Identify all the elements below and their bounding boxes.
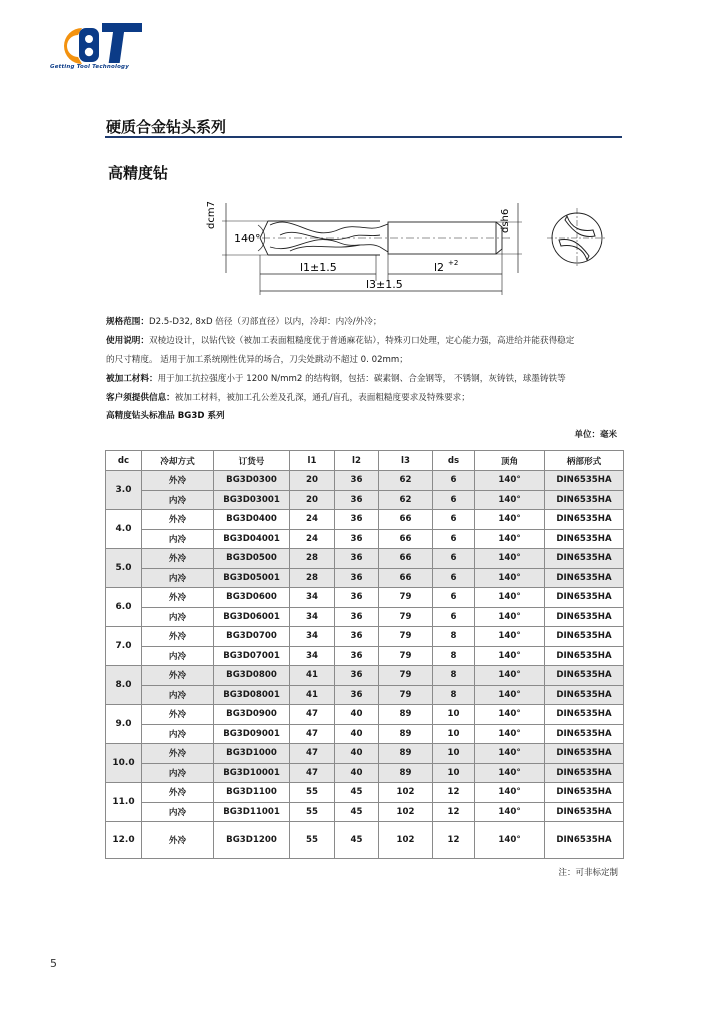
standard-series-label: 高精度钻头标准品 BG3D 系列 (106, 411, 225, 421)
table-cell: 6 (433, 529, 475, 549)
table-cell: 55 (290, 802, 335, 822)
table-cell: 140° (475, 802, 545, 822)
table-cell: 36 (335, 685, 379, 705)
dc-cell: 10.0 (106, 744, 142, 783)
table-cell: DIN6535HA (545, 685, 624, 705)
table-cell: 140° (475, 646, 545, 666)
table-cell: 47 (290, 744, 335, 764)
table-cell: BG3D0600 (214, 588, 290, 608)
dc-cell: 7.0 (106, 627, 142, 666)
table-cell: 140° (475, 627, 545, 647)
spec-range-text: D2.5-D32, 8xD 倍径（刃部直径）以内，冷却：内冷/外冷； (148, 317, 382, 327)
table-cell: 140° (475, 529, 545, 549)
table-cell: 12 (433, 802, 475, 822)
table-cell: 79 (379, 646, 433, 666)
dc-dimension-label: dcm7 (206, 201, 217, 229)
customer-text: 被加工材料，被加工孔公差及孔深，通孔/盲孔，表面粗糙度要求及特殊要求； (174, 393, 470, 403)
table-row (106, 490, 624, 510)
usage-instructions-cont (106, 353, 408, 365)
table-cell: 外冷 (142, 744, 214, 764)
table-cell: 外冷 (142, 510, 214, 530)
logo-tagline: Getting Tool Technology (50, 64, 129, 70)
table-cell: 6 (433, 607, 475, 627)
table-cell: 41 (290, 685, 335, 705)
table-cell: 20 (290, 471, 335, 491)
spec-range (106, 315, 381, 327)
table-cell: 6 (433, 490, 475, 510)
table-cell: BG3D11001 (214, 802, 290, 822)
table-cell: BG3D06001 (214, 607, 290, 627)
table-cell: DIN6535HA (545, 549, 624, 569)
table-cell: 40 (335, 763, 379, 783)
table-cell: 10 (433, 763, 475, 783)
table-cell: 45 (335, 822, 379, 859)
table-row (106, 568, 624, 588)
table-cell: 6 (433, 588, 475, 608)
table-cell: BG3D0400 (214, 510, 290, 530)
table-row (106, 783, 624, 803)
table-cell: 36 (335, 588, 379, 608)
table-cell: 140° (475, 510, 545, 530)
usage-label: 使用说明： (106, 336, 149, 346)
customer-label: 客户须提供信息： (106, 393, 175, 403)
section-title: 硬质合金钻头系列 (106, 118, 227, 136)
workpiece-material (106, 372, 566, 384)
table-cell: 内冷 (142, 490, 214, 510)
table-row (106, 646, 624, 666)
table-cell: DIN6535HA (545, 783, 624, 803)
table-cell: 66 (379, 549, 433, 569)
table-cell: 79 (379, 588, 433, 608)
table-cell: 140° (475, 588, 545, 608)
l2-dimension-label: l2 (434, 261, 445, 274)
table-cell: 140° (475, 666, 545, 686)
table-cell: BG3D10001 (214, 763, 290, 783)
table-cell: 12 (433, 783, 475, 803)
table-cell: 外冷 (142, 627, 214, 647)
table-cell: BG3D07001 (214, 646, 290, 666)
table-cell: 102 (379, 783, 433, 803)
table-cell: 36 (335, 666, 379, 686)
ds-dimension-label: dsh6 (500, 208, 511, 233)
table-cell: BG3D05001 (214, 568, 290, 588)
table-cell: 20 (290, 490, 335, 510)
table-cell: 36 (335, 490, 379, 510)
table-cell: 6 (433, 568, 475, 588)
table-cell: DIN6535HA (545, 724, 624, 744)
table-row (106, 471, 624, 491)
table-cell: 140° (475, 822, 545, 859)
table-cell: DIN6535HA (545, 471, 624, 491)
standard-series (106, 409, 225, 421)
table-cell: 102 (379, 822, 433, 859)
table-cell: 36 (335, 529, 379, 549)
l1-dimension-label: l1±1.5 (300, 261, 337, 274)
table-cell: 34 (290, 607, 335, 627)
table-cell: 6 (433, 510, 475, 530)
table-cell: 6 (433, 471, 475, 491)
table-cell: DIN6535HA (545, 822, 624, 859)
table-cell: 36 (335, 549, 379, 569)
table-cell: 79 (379, 666, 433, 686)
table-cell: 47 (290, 724, 335, 744)
table-cell: 102 (379, 802, 433, 822)
col-header: l1 (290, 451, 335, 471)
tip-angle-label: 140° (234, 232, 261, 245)
dc-cell: 5.0 (106, 549, 142, 588)
table-cell: 内冷 (142, 724, 214, 744)
table-cell: BG3D1000 (214, 744, 290, 764)
table-cell: 89 (379, 763, 433, 783)
table-cell: DIN6535HA (545, 744, 624, 764)
table-cell: 36 (335, 568, 379, 588)
table-cell: DIN6535HA (545, 510, 624, 530)
table-cell: 41 (290, 666, 335, 686)
table-cell: 140° (475, 471, 545, 491)
table-cell: 28 (290, 549, 335, 569)
page-number: 5 (50, 957, 57, 970)
table-cell: 89 (379, 744, 433, 764)
table-cell: 79 (379, 685, 433, 705)
table-cell: 55 (290, 783, 335, 803)
table-cell: 140° (475, 490, 545, 510)
table-cell: BG3D03001 (214, 490, 290, 510)
table-cell: 55 (290, 822, 335, 859)
table-cell: DIN6535HA (545, 763, 624, 783)
table-cell: BG3D0700 (214, 627, 290, 647)
table-cell: 10 (433, 744, 475, 764)
usage-text-line1: 双棱边设计，以钻代铰（被加工表面粗糙度优于普通麻花钻），特殊刃口处理，定心能力强，高进给并能获得稳定 (148, 336, 575, 346)
spec-range-label: 规格范围： (106, 317, 149, 327)
table-cell: DIN6535HA (545, 666, 624, 686)
table-cell: BG3D0800 (214, 666, 290, 686)
table-cell: 140° (475, 763, 545, 783)
table-cell: 36 (335, 471, 379, 491)
table-cell: 8 (433, 646, 475, 666)
table-cell: 28 (290, 568, 335, 588)
table-cell: DIN6535HA (545, 607, 624, 627)
table-cell: 62 (379, 490, 433, 510)
table-cell: DIN6535HA (545, 802, 624, 822)
table-cell: 66 (379, 529, 433, 549)
table-cell: 140° (475, 744, 545, 764)
table-cell: 47 (290, 763, 335, 783)
table-cell: DIN6535HA (545, 568, 624, 588)
title-divider (105, 136, 622, 138)
table-header-row (106, 451, 624, 471)
material-label: 被加工材料： (106, 374, 158, 384)
usage-instructions (106, 334, 574, 346)
table-cell: 36 (335, 510, 379, 530)
table-cell: 24 (290, 510, 335, 530)
dc-cell: 12.0 (106, 822, 142, 859)
table-cell: BG3D1200 (214, 822, 290, 859)
table-cell: BG3D1100 (214, 783, 290, 803)
table-cell: 外冷 (142, 783, 214, 803)
table-row (106, 588, 624, 608)
table-cell: BG3D04001 (214, 529, 290, 549)
table-cell: 34 (290, 588, 335, 608)
table-cell: BG3D0500 (214, 549, 290, 569)
col-header: dc (106, 451, 142, 471)
table-row (106, 685, 624, 705)
dc-cell: 8.0 (106, 666, 142, 705)
col-header: l2 (335, 451, 379, 471)
table-cell: 10 (433, 724, 475, 744)
spec-table-body (106, 471, 624, 859)
product-subtitle: 高精度钻 (108, 164, 169, 182)
table-cell: 89 (379, 705, 433, 725)
table-row (106, 666, 624, 686)
table-cell: 40 (335, 724, 379, 744)
table-cell: 内冷 (142, 607, 214, 627)
table-row (106, 607, 624, 627)
table-cell: 外冷 (142, 549, 214, 569)
table-cell: 45 (335, 802, 379, 822)
table-row (106, 763, 624, 783)
table-cell: 140° (475, 685, 545, 705)
table-cell: 外冷 (142, 471, 214, 491)
table-cell: BG3D08001 (214, 685, 290, 705)
material-text: 用于加工抗拉强度小于 1200 N/mm2 的结构钢，包括：碳素钢、合金钢等， 不锈钢，灰铸铁，球墨铸铁等 (157, 374, 566, 384)
customer-info (106, 391, 470, 403)
table-cell: 36 (335, 646, 379, 666)
col-header: ds (433, 451, 475, 471)
table-cell: 内冷 (142, 685, 214, 705)
dc-cell: 11.0 (106, 783, 142, 822)
table-cell: 40 (335, 744, 379, 764)
table-cell: 66 (379, 510, 433, 530)
l2-tolerance-label: +2 (448, 259, 459, 267)
l3-dimension-label: l3±1.5 (366, 278, 403, 291)
col-header: 柄部形式 (545, 451, 624, 471)
table-cell: 62 (379, 471, 433, 491)
table-cell: 79 (379, 627, 433, 647)
table-cell: 12 (433, 822, 475, 859)
table-cell: 内冷 (142, 646, 214, 666)
table-cell: 34 (290, 627, 335, 647)
dc-cell: 3.0 (106, 471, 142, 510)
table-cell: DIN6535HA (545, 646, 624, 666)
table-cell: 140° (475, 607, 545, 627)
table-cell: 47 (290, 705, 335, 725)
table-cell: DIN6535HA (545, 588, 624, 608)
table-row (106, 510, 624, 530)
table-cell: BG3D09001 (214, 724, 290, 744)
table-cell: 140° (475, 568, 545, 588)
table-cell: 内冷 (142, 763, 214, 783)
drill-end-view (545, 206, 609, 270)
table-cell: 外冷 (142, 705, 214, 725)
table-cell: BG3D0900 (214, 705, 290, 725)
table-cell: 外冷 (142, 588, 214, 608)
table-row (106, 529, 624, 549)
table-cell: DIN6535HA (545, 705, 624, 725)
table-cell: 40 (335, 705, 379, 725)
table-cell: 140° (475, 549, 545, 569)
table-cell: 45 (335, 783, 379, 803)
table-cell: 140° (475, 705, 545, 725)
unit-label: 单位：毫米 (574, 430, 617, 440)
table-cell: 36 (335, 607, 379, 627)
drill-technical-drawing (200, 185, 530, 303)
table-cell: 外冷 (142, 822, 214, 859)
table-cell: DIN6535HA (545, 627, 624, 647)
table-cell: 66 (379, 568, 433, 588)
table-row (106, 822, 624, 859)
custom-note: 注：可非标定制 (558, 868, 618, 878)
table-cell: BG3D0300 (214, 471, 290, 491)
table-cell: 8 (433, 666, 475, 686)
table-cell: 140° (475, 724, 545, 744)
table-cell: 内冷 (142, 568, 214, 588)
table-cell: 6 (433, 549, 475, 569)
col-header: 顶角 (475, 451, 545, 471)
table-cell: 内冷 (142, 529, 214, 549)
table-row (106, 724, 624, 744)
table-cell: 8 (433, 627, 475, 647)
usage-text-line2: 的尺寸精度。 适用于加工系统刚性优异的场合，刀尖处跳动不超过 0. 02mm； (106, 355, 408, 365)
table-row (106, 549, 624, 569)
dc-cell: 6.0 (106, 588, 142, 627)
table-cell: 79 (379, 607, 433, 627)
dc-cell: 4.0 (106, 510, 142, 549)
table-cell: DIN6535HA (545, 490, 624, 510)
table-cell: DIN6535HA (545, 529, 624, 549)
table-cell: 36 (335, 627, 379, 647)
table-row (106, 705, 624, 725)
table-cell: 10 (433, 705, 475, 725)
table-row (106, 802, 624, 822)
table-cell: 外冷 (142, 666, 214, 686)
table-cell: 24 (290, 529, 335, 549)
table-cell: 内冷 (142, 802, 214, 822)
table-cell: 140° (475, 783, 545, 803)
table-row (106, 627, 624, 647)
col-header: l3 (379, 451, 433, 471)
table-row (106, 744, 624, 764)
table-cell: 89 (379, 724, 433, 744)
col-header: 订货号 (214, 451, 290, 471)
table-cell: 8 (433, 685, 475, 705)
table-cell: 34 (290, 646, 335, 666)
col-header: 冷却方式 (142, 451, 214, 471)
product-spec-table (105, 450, 624, 859)
dc-cell: 9.0 (106, 705, 142, 744)
